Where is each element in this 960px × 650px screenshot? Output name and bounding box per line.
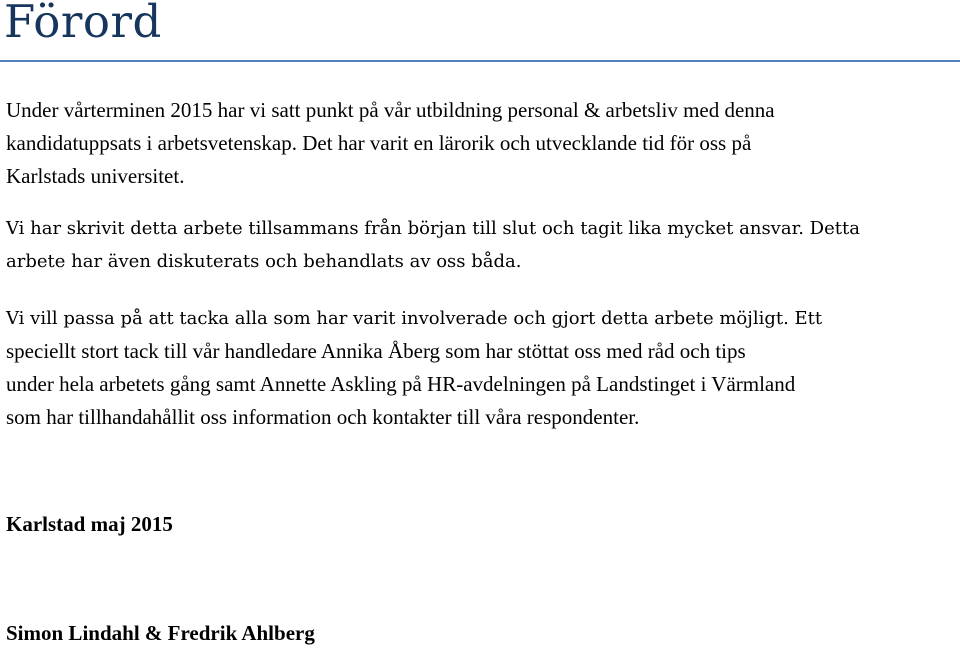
authors: Simon Lindahl & Fredrik Ahlberg <box>6 621 315 645</box>
paragraph-line: Under vårterminen 2015 har vi satt punkt på vår utbildning personal & arbetsliv med denna <box>6 98 775 122</box>
place-date: Karlstad maj 2015 <box>6 512 173 536</box>
paragraph-line: Vi har skrivit detta arbete tillsammans från början till slut och tagit lika mycket ansvar. Detta <box>6 218 860 239</box>
paragraph-line: kandidatuppsats i arbetsvetenskap. Det har varit en lärorik och utvecklande tid för oss på <box>6 131 752 155</box>
paragraph-line: Karlstads universitet. <box>6 164 185 188</box>
paragraph-line: som har tillhandahållit oss information och kontakter till våra respondenter. <box>6 405 640 429</box>
paragraph-2 <box>6 212 956 278</box>
title-divider <box>0 60 960 62</box>
paragraph-line: Vi vill passa på att tacka alla som har varit involverade och gjort detta arbete möjligt. Ett <box>6 308 823 329</box>
paragraph-1 <box>6 94 956 193</box>
page-title: Förord <box>4 0 162 48</box>
paragraph-3 <box>6 302 956 434</box>
paragraph-line: arbete har även diskuterats och behandlats av oss båda. <box>6 251 522 272</box>
paragraph-line: speciellt stort tack till vår handledare Annika Åberg som har stöttat oss med råd och tips <box>6 339 746 363</box>
paragraph-line: under hela arbetets gång samt Annette Askling på HR-avdelningen på Landstinget i Värmland <box>6 372 796 396</box>
